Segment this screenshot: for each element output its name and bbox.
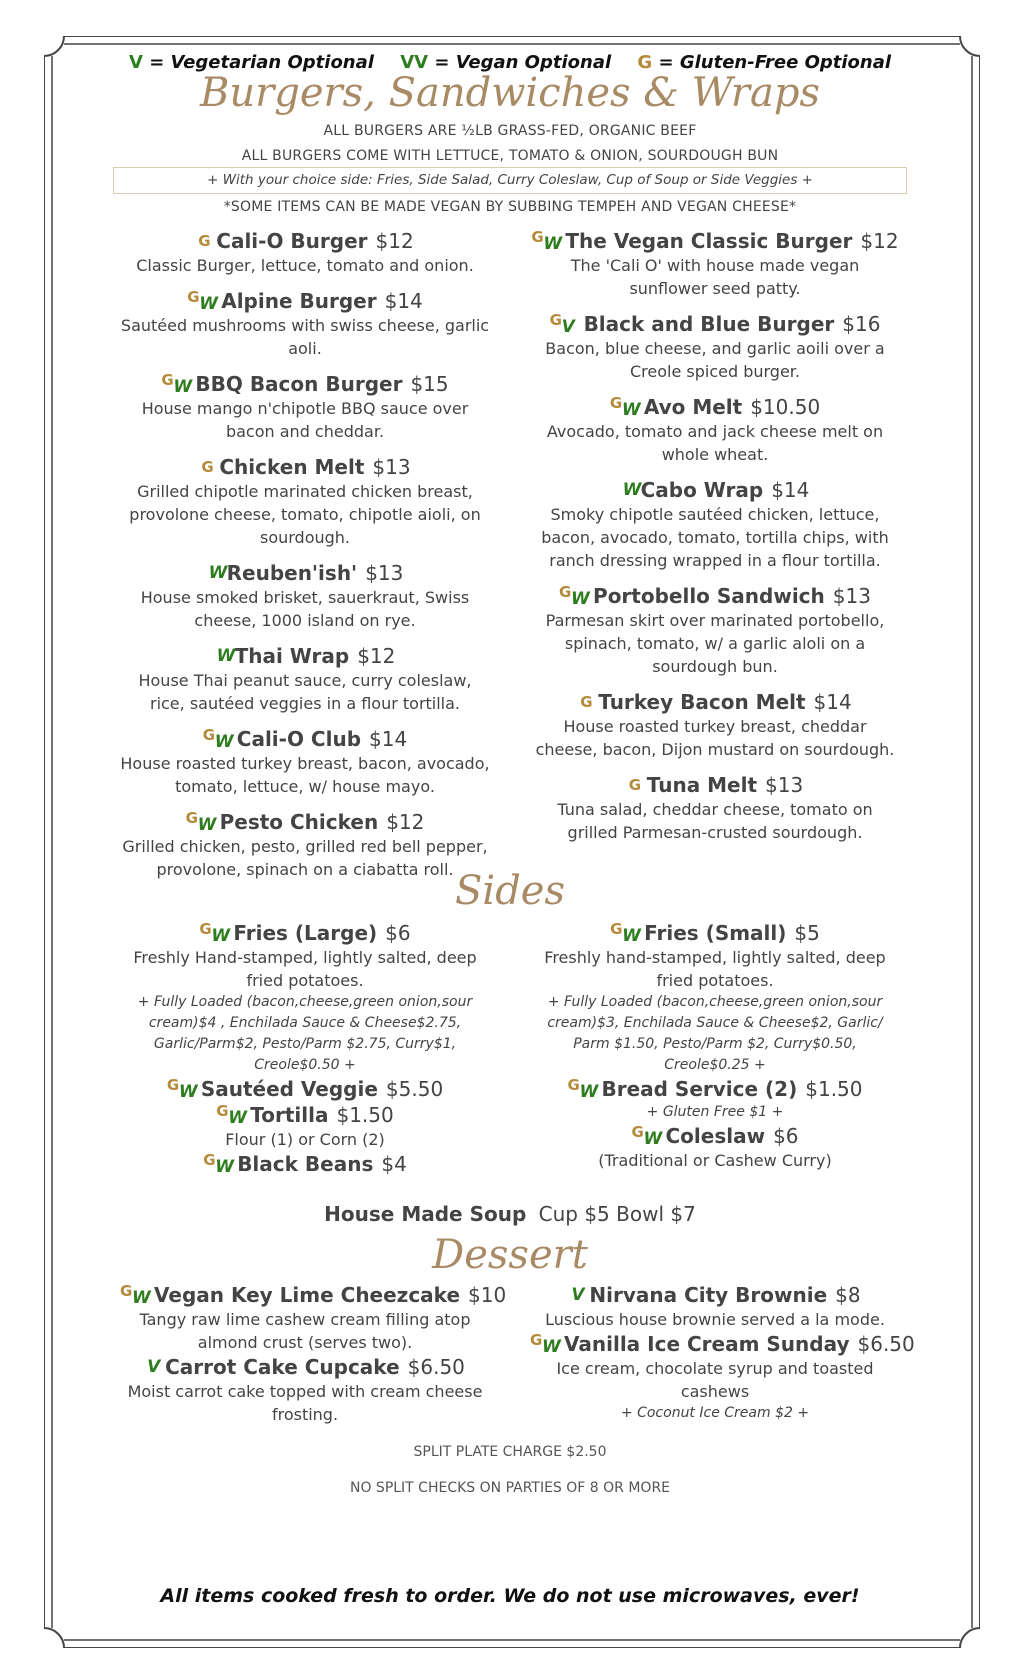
menu-item-description: Smoky chipotle sautéed chicken, lettuce, bacon, avocado, tomato, tortilla chips, with ranch dressing wrapped in a flour tortilla. xyxy=(541,505,889,570)
menu-item-title xyxy=(125,1102,485,1128)
menu-item-addon-note: + Fully Loaded (bacon,cheese,green onion,sour cream)$3, Enchilada Sauce & Cheese$2, Garlic/ Parm $1.50, Pesto/Parm $2, Curry$0.50, Creole$0.25 + xyxy=(547,994,883,1073)
menu-item xyxy=(530,1282,900,1331)
menu-item-title xyxy=(530,1331,915,1357)
vegetarian-symbol: V xyxy=(128,52,143,73)
sides-right-column xyxy=(535,920,895,1172)
house-soup xyxy=(0,1202,1020,1226)
gluten-free-symbol: G xyxy=(637,52,653,73)
vegetarian-icon: V xyxy=(147,1357,161,1377)
soup-name: House Made Soup xyxy=(324,1202,527,1226)
menu-item-name: The Vegan Classic Burger xyxy=(565,229,853,253)
menu-item-title xyxy=(120,809,490,835)
vegan-sub-note: *SOME ITEMS CAN BE MADE VEGAN BY SUBBING TEMPEH AND VEGAN CHEESE* xyxy=(223,199,797,215)
menu-item-title xyxy=(530,311,900,337)
soup-price: Cup $5 Bowl $7 xyxy=(538,1202,696,1226)
gluten-free-vegan-icon: G W xyxy=(203,1151,234,1177)
menu-item-price: $10.50 xyxy=(750,395,821,419)
gluten-free-vegan-icon: G W xyxy=(610,920,641,946)
gluten-free-vegan-icon: G W xyxy=(202,726,234,752)
menu-item-name: Tuna Melt xyxy=(646,773,758,797)
menu-item xyxy=(125,1102,485,1151)
menu-item-price: $10 xyxy=(468,1283,507,1307)
menu-item-title xyxy=(120,1282,507,1308)
menu-item xyxy=(535,920,895,1076)
menu-item-description: Bacon, blue cheese, and garlic aoili over a Creole spiced burger. xyxy=(545,339,885,381)
menu-item-title xyxy=(530,228,900,254)
menu-item-title xyxy=(535,1076,895,1102)
menu-item-title xyxy=(530,689,900,715)
burger-beef-info: ALL BURGERS ARE ½LB GRASS-FED, ORGANIC BEEF xyxy=(323,123,697,139)
gluten-free-vegan-icon: G W xyxy=(185,809,217,835)
sides-left-column xyxy=(125,920,485,1177)
gluten-free-vegan-icon: G W xyxy=(120,1282,151,1308)
vegan-legend-text: = Vegan Optional xyxy=(434,52,612,73)
gluten-free-icon: G xyxy=(580,693,593,711)
menu-item-title xyxy=(125,920,485,946)
gluten-free-vegan-icon: G W xyxy=(199,920,231,946)
menu-item xyxy=(535,1123,895,1172)
menu-item-price: $12 xyxy=(375,229,414,253)
vegan-icon: W xyxy=(622,480,642,500)
menu-item-name: Thai Wrap xyxy=(234,644,350,668)
menu-item-price: $14 xyxy=(369,727,408,751)
menu-item-description: Moist carrot cake topped with cream cheese frosting. xyxy=(127,1382,483,1424)
menu-item-addon-note: + Fully Loaded (bacon,cheese,green onion,sour cream)$4 , Enchilada Sauce & Cheese$2.75, Garlic/Parm$2, Pesto/Parm $2.75, Curry$1, Creole$0.50 + xyxy=(137,994,473,1073)
menu-item-title xyxy=(530,1282,900,1308)
menu-item-price: $12 xyxy=(860,229,899,253)
gluten-free-icon: G xyxy=(201,458,214,476)
menu-item-name: Cali-O Club xyxy=(236,727,362,751)
fresh-tagline: All items cooked fresh to order. We do not use microwaves, ever! xyxy=(160,1585,860,1607)
burgers-left-column xyxy=(120,228,490,892)
menu-item-name: Carrot Cake Cupcake xyxy=(165,1355,400,1379)
split-checks-policy: NO SPLIT CHECKS ON PARTIES OF 8 OR MORE xyxy=(349,1480,671,1496)
split-plate-charge: SPLIT PLATE CHARGE $2.50 xyxy=(413,1444,607,1460)
vegan-symbol: VV xyxy=(400,52,429,73)
menu-item xyxy=(530,394,900,466)
menu-item-name: Vanilla Ice Cream Sunday xyxy=(564,1332,850,1356)
gluten-free-icon: G xyxy=(628,776,642,794)
menu-item-title xyxy=(120,371,490,397)
menu-item-price: $6.50 xyxy=(857,1332,915,1356)
gluten-free-vegan-icon: G W xyxy=(531,228,563,254)
menu-item xyxy=(120,643,490,715)
menu-item-description: House roasted turkey breast, cheddar cheese, bacon, Dijon mustard on sourdough. xyxy=(535,717,895,759)
side-choice-box: + With your choice side: Fries, Side Salad, Curry Coleslaw, Cup of Soup or Side Veggies + xyxy=(113,167,907,194)
menu-item-price: $14 xyxy=(771,478,810,502)
menu-item-title xyxy=(125,1151,485,1177)
menu-item xyxy=(120,454,490,549)
menu-item-price: $6 xyxy=(773,1124,799,1148)
menu-item-title xyxy=(120,726,490,752)
menu-item-name: Vegan Key Lime Cheezcake xyxy=(154,1283,461,1307)
menu-item-title xyxy=(530,477,900,503)
menu-item-name: Chicken Melt xyxy=(219,455,365,479)
menu-item-name: Bread Service (2) xyxy=(601,1077,798,1101)
menu-item-name: Cabo Wrap xyxy=(640,478,764,502)
menu-item-price: $6 xyxy=(385,921,411,945)
gluten-free-vegan-icon: G W xyxy=(216,1102,248,1128)
menu-item-description: Ice cream, chocolate syrup and toasted cashews xyxy=(556,1359,874,1401)
menu-item-title xyxy=(125,1076,485,1102)
menu-item xyxy=(530,583,900,678)
menu-item-name: Cali-O Burger xyxy=(216,229,368,253)
menu-item-title xyxy=(120,288,490,314)
vegetarian-legend-text: = Vegetarian Optional xyxy=(149,52,374,73)
menu-item-price: $13 xyxy=(372,455,411,479)
menu-item-name: Alpine Burger xyxy=(221,289,377,313)
menu-item-description: Flour (1) or Corn (2) xyxy=(225,1130,385,1149)
menu-item-name: Avo Melt xyxy=(643,395,743,419)
dessert-left-column xyxy=(120,1282,507,1426)
menu-item-title xyxy=(530,583,900,609)
menu-item-name: Portobello Sandwich xyxy=(593,584,825,608)
dessert-right-column xyxy=(530,1282,915,1424)
menu-item-name: Reuben'ish' xyxy=(226,561,358,585)
menu-item-price: $14 xyxy=(384,289,423,313)
menu-item-description: House mango n'chipotle BBQ sauce over bacon and cheddar. xyxy=(141,399,469,441)
menu-item xyxy=(120,1282,507,1354)
menu-item-price: $13 xyxy=(832,584,871,608)
gluten-free-vegan-icon: G W xyxy=(609,394,641,420)
menu-item xyxy=(120,371,490,443)
vegan-icon: W xyxy=(216,646,236,666)
menu-item xyxy=(530,1331,915,1424)
menu-item-description: Avocado, tomato and jack cheese melt on whole wheat. xyxy=(546,422,884,464)
burgers-section-title: Burgers, Sandwiches & Wraps xyxy=(199,70,821,116)
menu-item-name: Fries (Large) xyxy=(233,921,378,945)
menu-item-title xyxy=(120,228,490,254)
menu-item-name: Coleslaw xyxy=(665,1124,766,1148)
menu-item-price: $16 xyxy=(842,312,881,336)
sides-section-title: Sides xyxy=(455,868,565,914)
menu-item xyxy=(125,1076,485,1102)
menu-item-price: $8 xyxy=(835,1283,861,1307)
menu-item-price: $13 xyxy=(765,773,804,797)
menu-item xyxy=(530,228,900,300)
menu-item xyxy=(120,726,490,798)
gluten-free-vegan-icon: G W xyxy=(187,288,218,314)
menu-item-description: Freshly hand-stamped, lightly salted, deep fried potatoes. xyxy=(544,948,886,990)
menu-item-description: House smoked brisket, sauerkraut, Swiss cheese, 1000 island on rye. xyxy=(140,588,470,630)
menu-item-price: $15 xyxy=(410,372,449,396)
menu-item-name: BBQ Bacon Burger xyxy=(195,372,403,396)
menu-item-description: Tangy raw lime cashew cream filling atop almond crust (serves two). xyxy=(139,1310,471,1352)
menu-item-title xyxy=(120,643,490,669)
menu-item-title xyxy=(535,1123,895,1149)
menu-item-name: Turkey Bacon Melt xyxy=(598,690,806,714)
menu-item-price: $4 xyxy=(381,1152,407,1176)
menu-item-description: Luscious house brownie served a la mode. xyxy=(545,1310,885,1329)
dessert-section-title: Dessert xyxy=(432,1232,588,1278)
menu-item xyxy=(530,772,900,844)
menu-item xyxy=(120,288,490,360)
menu-item xyxy=(535,1076,895,1123)
menu-item-title xyxy=(530,394,900,420)
menu-item-title xyxy=(120,560,490,586)
menu-item-price: $5.50 xyxy=(385,1077,444,1101)
gluten-free-vegan-icon: G W xyxy=(559,583,590,609)
menu-item xyxy=(530,689,900,761)
menu-item-description: House Thai peanut sauce, curry coleslaw, rice, sautéed veggies in a flour tortilla. xyxy=(138,671,472,713)
menu-item-name: Black and Blue Burger xyxy=(583,312,835,336)
menu-item-description: Tuna salad, cheddar cheese, tomato on grilled Parmesan-crusted sourdough. xyxy=(557,800,873,842)
menu-item-addon-note: + Gluten Free $1 + xyxy=(646,1104,784,1120)
menu-item-description: Grilled chicken, pesto, grilled red bell pepper, provolone, spinach on a ciabatta roll. xyxy=(122,837,488,879)
menu-item-description: Grilled chipotle marinated chicken breast, provolone cheese, tomato, chipotle aioli, on sourdough. xyxy=(129,482,481,547)
gluten-free-vegan-icon: G W xyxy=(166,1076,198,1102)
gluten-free-icon: G xyxy=(198,232,211,250)
gluten-free-legend-text: = Gluten-Free Optional xyxy=(658,52,892,73)
gluten-free-vegan-icon: G W xyxy=(567,1076,599,1102)
gluten-free-vegan-icon: G W xyxy=(530,1331,561,1357)
menu-item-price: $12 xyxy=(386,810,425,834)
menu-item-description: (Traditional or Cashew Curry) xyxy=(598,1151,832,1170)
menu-item-price: $13 xyxy=(365,561,404,585)
menu-item-price: $1.50 xyxy=(805,1077,863,1101)
menu-item-price: $6.50 xyxy=(407,1355,465,1379)
menu-item-name: Fries (Small) xyxy=(644,921,787,945)
menu-item-name: Black Beans xyxy=(237,1152,374,1176)
gluten-free-vegetarian-icon: G V xyxy=(549,311,575,337)
menu-item-description: Freshly Hand-stamped, lightly salted, deep fried potatoes. xyxy=(133,948,477,990)
menu-item-name: Pesto Chicken xyxy=(219,810,379,834)
menu-item xyxy=(530,311,900,383)
vegetarian-icon: V xyxy=(571,1285,585,1305)
menu-item-name: Sautéed Veggie xyxy=(200,1077,378,1101)
gluten-free-vegan-icon: G W xyxy=(161,371,193,397)
menu-item-price: $1.50 xyxy=(336,1103,394,1127)
burger-toppings-info: ALL BURGERS COME WITH LETTUCE, TOMATO & ONION, SOURDOUGH BUN xyxy=(241,148,779,164)
menu-item xyxy=(125,920,485,1076)
menu-item xyxy=(120,228,490,277)
vegan-icon: W xyxy=(208,563,228,583)
menu-item-title xyxy=(530,772,900,798)
menu-item-name: Tortilla xyxy=(250,1103,329,1127)
burgers-right-column xyxy=(530,228,900,855)
menu-item-price: $12 xyxy=(357,644,396,668)
menu-item-description: Sautéed mushrooms with swiss cheese, garlic aoli. xyxy=(120,316,490,358)
menu-item-title xyxy=(535,920,895,946)
gluten-free-vegan-icon: G W xyxy=(631,1123,663,1149)
menu-item xyxy=(125,1151,485,1177)
menu-item-name: Nirvana City Brownie xyxy=(589,1283,828,1307)
menu-item-description: Parmesan skirt over marinated portobello, spinach, tomato, w/ a garlic aloli on a sourdough bun. xyxy=(545,611,885,676)
menu-item-price: $5 xyxy=(794,921,820,945)
menu-item xyxy=(530,477,900,572)
menu-item xyxy=(120,560,490,632)
menu-item-title xyxy=(120,1354,490,1380)
menu-item-description: House roasted turkey breast, bacon, avocado, tomato, lettuce, w/ house mayo. xyxy=(120,754,490,796)
menu-item xyxy=(120,1354,490,1426)
menu-item-description: Classic Burger, lettuce, tomato and onion. xyxy=(136,256,474,275)
menu-item-description: The 'Cali O' with house made vegan sunflower seed patty. xyxy=(570,256,860,298)
menu-item-title xyxy=(120,454,490,480)
menu-item-addon-note: + Coconut Ice Cream $2 + xyxy=(620,1405,810,1421)
menu-item-price: $14 xyxy=(813,690,852,714)
